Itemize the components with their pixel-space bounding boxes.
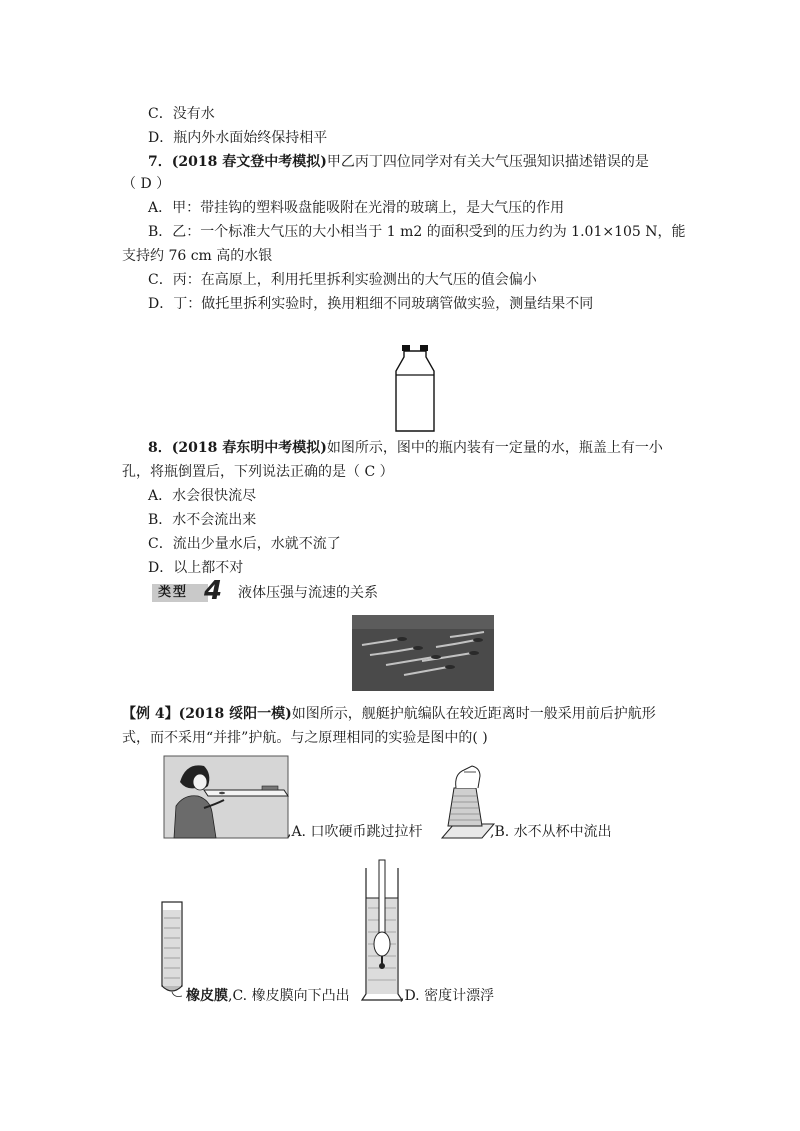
section-type-badge xyxy=(152,576,240,606)
question-7-option-d: D．丁：做托里拆利实验时，换用粗细不同玻璃管做实验，测量结果不同 xyxy=(148,296,594,312)
example-4-stem-cont: 式，而不采用“并排”护航。与之原理相同的实验是图中的( ) xyxy=(122,730,488,746)
figure-b-caption: ,B. 水不从杯中流出 xyxy=(490,824,612,840)
question-7-answer: （ D ） xyxy=(122,176,171,192)
figure-c-caption xyxy=(186,987,350,1005)
question-7-option-c: C．丙：在高原上，利用托里拆利实验测出的大气压的值会偏小 xyxy=(148,272,537,288)
question-8-option-c: C．流出少量水后，水就不流了 xyxy=(148,536,341,552)
question-text: 甲乙丙丁四位同学对有关大气压强知识描述错误的是 xyxy=(326,154,649,170)
type-number: 4 xyxy=(204,576,223,606)
figure-d-hydrometer xyxy=(358,858,406,1004)
question-7-option-b-cont: 支持约 76 cm 高的水银 xyxy=(122,248,273,264)
example-text: 如图所示，舰艇护航编队在较近距离时一般采用前后护航形 xyxy=(291,706,656,722)
bottle-figure xyxy=(390,343,440,433)
question-8-option-d: D．以上都不对 xyxy=(148,560,244,576)
figure-b-inverted-cup xyxy=(436,764,496,840)
figure-c-tube xyxy=(158,900,188,1000)
question-number: 7． xyxy=(148,154,172,170)
question-8-option-a: A．水会很快流尽 xyxy=(148,488,257,504)
figure-a-caption: ,A. 口吹硬币跳过拉杆 xyxy=(287,824,423,840)
question-8-stem xyxy=(148,438,663,458)
question-source: (2018 春文登中考模拟) xyxy=(171,154,327,170)
type-box xyxy=(152,584,208,602)
membrane-label: 橡皮膜 xyxy=(186,988,228,1004)
example-4-stem xyxy=(122,704,656,724)
question-8-option-b: B．水不会流出来 xyxy=(148,512,257,528)
question-7-option-b: B．乙：一个标准大气压的大小相当于 1 m2 的面积受到的压力约为 1.01×105 N，能 xyxy=(148,224,686,240)
example-prefix: 【例 4】 xyxy=(122,706,179,722)
question-number: 8． xyxy=(148,440,172,456)
section-title: 液体压强与流速的关系 xyxy=(238,585,378,601)
figure-d-caption: ,D. 密度计漂浮 xyxy=(400,988,495,1004)
question-7-stem xyxy=(148,152,649,172)
figure-c-caption-text: ,C. 橡皮膜向下凸出 xyxy=(228,988,350,1004)
question-text: 如图所示，图中的瓶内装有一定量的水，瓶盖上有一小 xyxy=(326,440,663,456)
question-source: (2018 春东明中考模拟) xyxy=(171,440,327,456)
example-source: (2018 绥阳一模) xyxy=(178,706,292,722)
type-label: 类型 xyxy=(158,585,189,600)
warships-photo xyxy=(352,615,494,691)
prev-option-c: C．没有水 xyxy=(148,106,215,122)
question-7-option-a: A．甲：带挂钩的塑料吸盘能吸附在光滑的玻璃上，是大气压的作用 xyxy=(148,200,565,216)
prev-option-d: D．瓶内外水面始终保持相平 xyxy=(148,130,328,146)
question-8-stem-cont: 孔，将瓶倒置后，下列说法正确的是（ C ） xyxy=(122,464,394,480)
figure-a-blowing-coin xyxy=(164,756,288,838)
